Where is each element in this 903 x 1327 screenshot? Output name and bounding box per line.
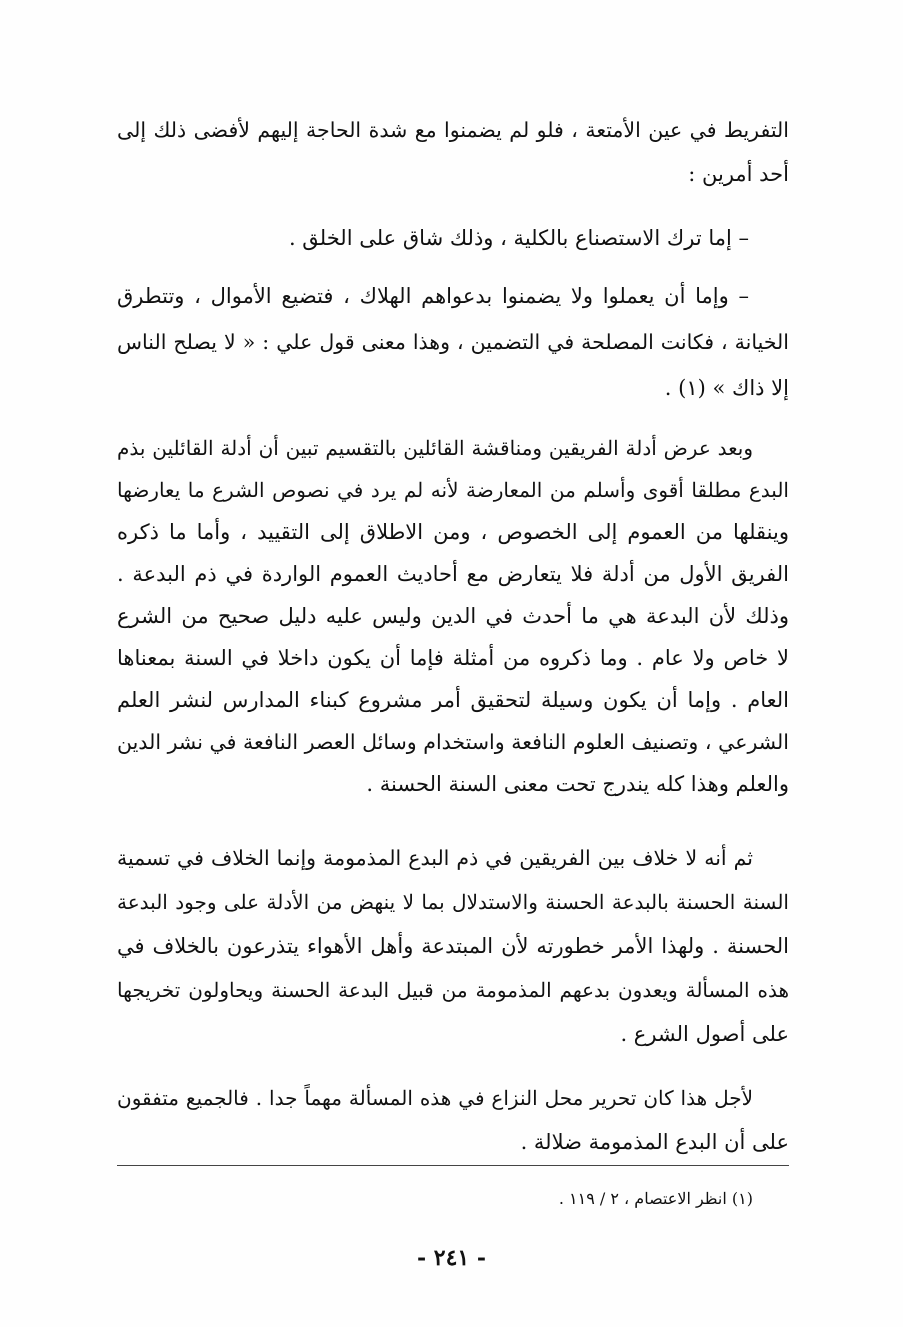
footnote: (١) انظر الاعتصام ، ٢ / ١١٩ . <box>558 1189 753 1208</box>
text-line: هذه المسألة ويعدون بدعهم المذمومة من قبيل البدعة الحسنة ويحاولون تخريجها <box>117 978 789 1002</box>
text-line: – وإما أن يعملوا ولا يضمنوا بدعواهم الهلاك ، فتضيع الأموال ، وتتطرق <box>117 284 749 308</box>
text-line: – إما ترك الاستصناع بالكلية ، وذلك شاق على الخلق . <box>288 226 749 250</box>
text-line: وذلك لأن البدعة هي ما أحدث في الدين وليس عليه دليل صحيح من الشرع <box>117 604 789 628</box>
text-line: لا خاص ولا عام . وما ذكروه من أمثلة فإما أن يكون داخلا في السنة بمعناها <box>117 646 789 670</box>
text-line: على أن البدع المذمومة ضلالة . <box>520 1130 789 1154</box>
text-line: العام . وإما أن يكون وسيلة لتحقيق أمر مشروع كبناء المدارس لنشر العلم <box>117 688 789 712</box>
text-line: والعلم وهذا كله يندرج تحت معنى السنة الحسنة . <box>366 772 789 796</box>
text-line: إلا ذاك » (١) . <box>664 376 789 400</box>
text-line: لأجل هذا كان تحرير محل النزاع في هذه المسألة مهماً جدا . فالجميع متفقون <box>117 1086 753 1110</box>
text-line: وينقلها من العموم إلى الخصوص ، ومن الاطلاق إلى التقييد ، وأما ما ذكره <box>117 520 789 544</box>
text-line: السنة الحسنة بالبدعة الحسنة والاستدلال بما لا ينهض من الأدلة على وجود البدعة <box>117 890 789 914</box>
text-line: الخيانة ، فكانت المصلحة في التضمين ، وهذا معنى قول علي : « لا يصلح الناس <box>117 330 789 354</box>
text-line: الشرعي ، وتصنيف العلوم النافعة واستخدام وسائل العصر النافعة في نشر الدين <box>117 730 789 754</box>
text-line: التفريط في عين الأمتعة ، فلو لم يضمنوا مع شدة الحاجة إليهم لأفضى ذلك إلى <box>117 118 789 142</box>
text-line: الفريق الأول من أدلة فلا يتعارض مع أحاديث العموم الواردة في ذم البدعة . <box>117 562 789 586</box>
text-line: على أصول الشرع . <box>620 1022 789 1046</box>
footnote-separator <box>117 1165 789 1166</box>
text-line: البدع مطلقا أقوى وأسلم من المعارضة لأنه لم يرد في نصوص الشرع ما يعارضها <box>117 478 789 502</box>
text-line: ثم أنه لا خلاف بين الفريقين في ذم البدع المذمومة وإنما الخلاف في تسمية <box>117 846 753 870</box>
page-number: - ٢٤١ - <box>416 1245 487 1271</box>
text-line: وبعد عرض أدلة الفريقين ومناقشة القائلين بالتقسيم تبين أن أدلة القائلين بذم <box>117 436 753 460</box>
text-line: الحسنة . ولهذا الأمر خطورته لأن المبتدعة وأهل الأهواء يتذرعون بالخلاف في <box>117 934 789 958</box>
text-line: أحد أمرين : <box>688 162 789 186</box>
